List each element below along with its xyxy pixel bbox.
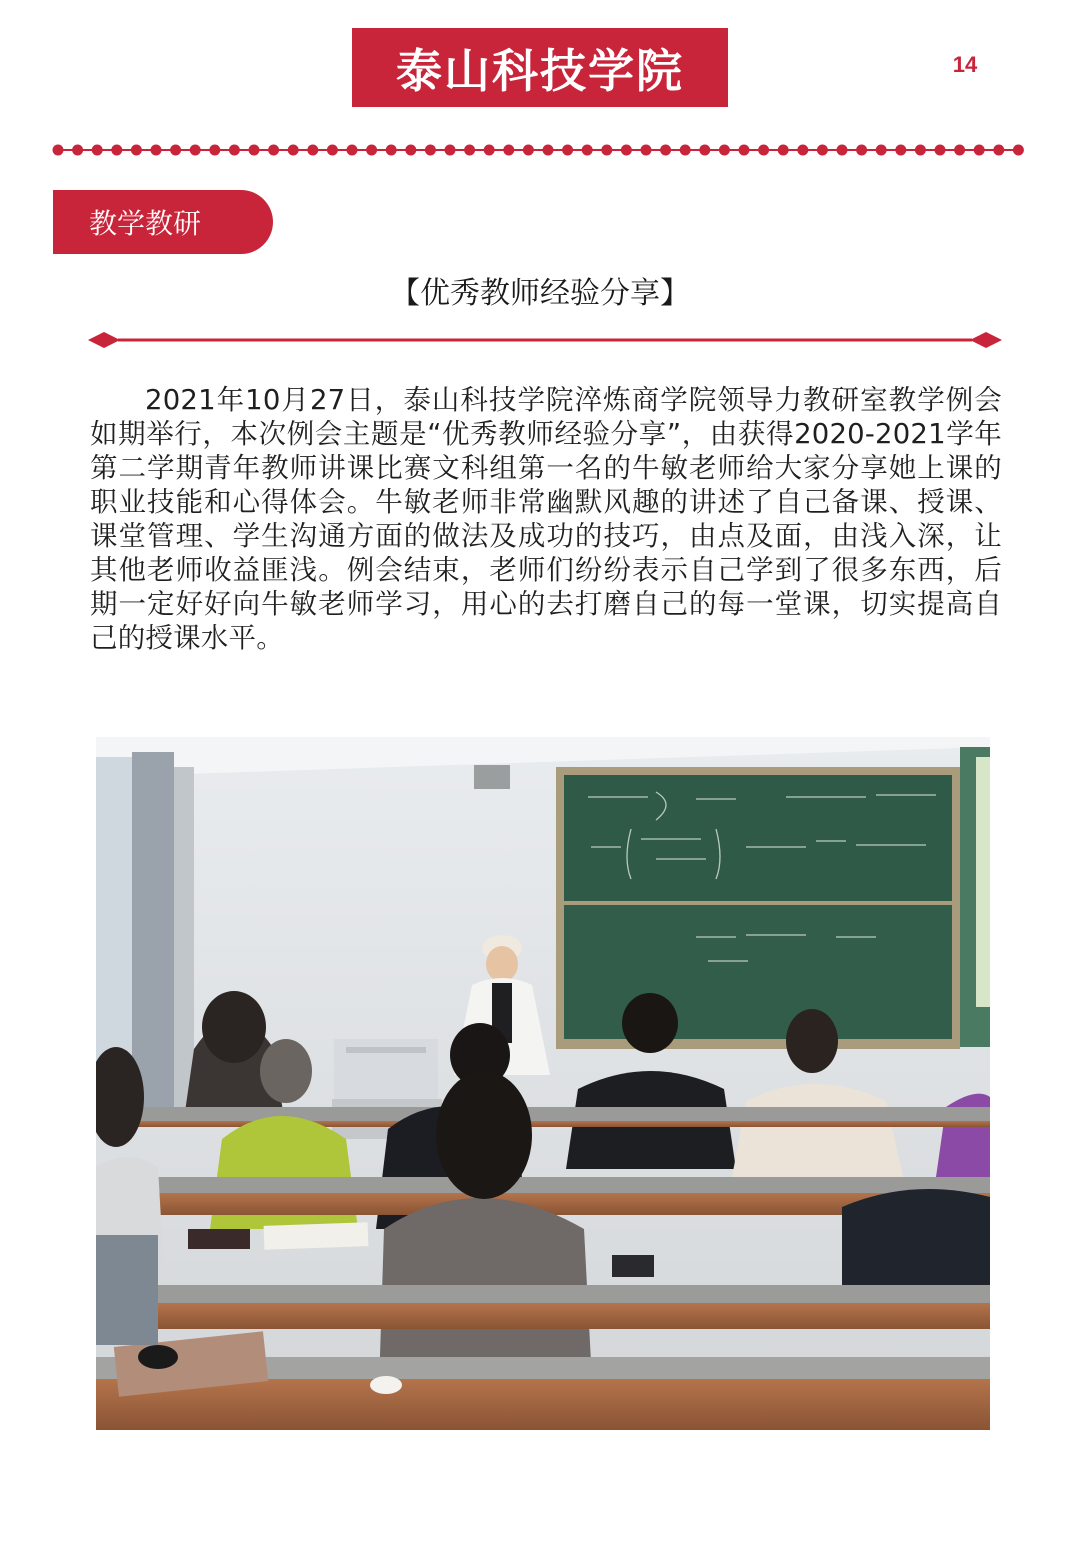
section-tab-label: 教学教研 <box>89 207 202 240</box>
classroom-photo <box>96 737 990 1430</box>
dotted-divider <box>50 140 1028 160</box>
masthead-title: 泰山科技学院 <box>352 28 728 107</box>
article-body: 2021年10月27日，泰山科技学院淬炼商学院领导力教研室教学例会如期举行，本次例会主题是“优秀教师经验分享”，由获得2020-2021学年第二学期青年教师讲课比赛文科组第一名的牛敏老师给大家分享她上课的职业技能和心得体会。牛敏老师非常幽默风趣的讲述了自己备课、授课、课堂管理、学生沟通方面的做法及成功的技巧，由点及面，由浅入深，让其他老师收益匪浅。例会结束，老师们纷纷表示自己学到了很多东西，后期一定好好向牛敏老师学习，用心的去打磨自己的每一堂课，切实提高自己的授课水平。 <box>90 384 1002 654</box>
diamond-divider <box>88 328 1002 352</box>
page-number: 14 <box>952 52 978 77</box>
section-tab <box>53 190 273 254</box>
article-subtitle: 【优秀教师经验分享】 <box>390 276 690 311</box>
